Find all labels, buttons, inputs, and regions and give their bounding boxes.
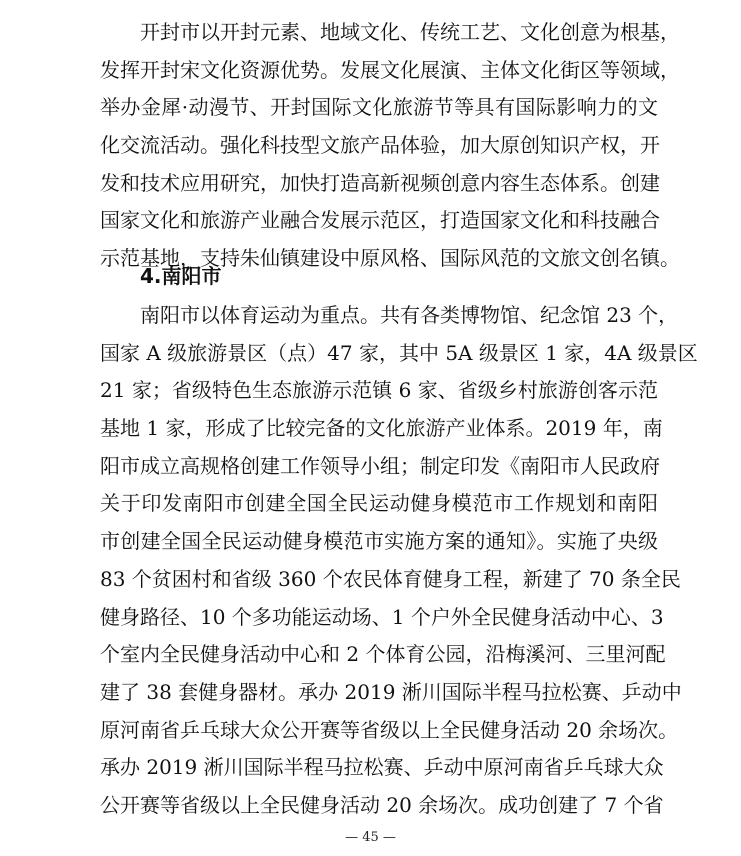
paragraph-line: 发挥开封宋文化资源优势。发展文化展演、主体文化街区等领域， — [100, 57, 680, 82]
paragraph-line: 举办金犀·动漫节、开封国际文化旅游节等具有国际影响力的文 — [100, 95, 658, 120]
paragraph-line: 市创建全国全民运动健身模范市实施方案的通知》。实施了央级 — [100, 529, 658, 554]
paragraph-line: 个室内全民健身活动中心和 2 个体育公园，沿梅溪河、三里河配 — [100, 642, 666, 667]
paragraph-line: 建了 38 套健身器材。承办 2019 淅川国际半程马拉松赛、乒动中 — [100, 679, 682, 704]
paragraph-line: 示范基地，支持朱仙镇建设中原风格、国际风范的文旅文创名镇。 — [100, 246, 680, 271]
paragraph-line: 健身路径、10 个多功能运动场、1 个户外全民健身活动中心、3 — [100, 604, 664, 629]
paragraph-line: 发和技术应用研究，加快打造高新视频创意内容生态体系。创建 — [100, 170, 660, 195]
paragraph-line: 83 个贫困村和省级 360 个农民体育健身工程，新建了 70 条全民 — [100, 566, 681, 591]
paragraph-line: 原河南省乒乓球大众公开赛等省级以上全民健身活动 20 余场次。 — [100, 717, 679, 742]
paragraph-kaifeng — [100, 14, 680, 278]
paragraph-line: 化交流活动。强化科技型文旅产品体验，加大原创知识产权，开 — [100, 133, 660, 158]
paragraph-line: 国家 A 级旅游景区（点）47 家，其中 5A 级景区 1 家，4A 级景区 — [100, 340, 698, 365]
paragraph-line: 国家文化和旅游产业融合发展示范区，打造国家文化和科技融合 — [100, 208, 660, 233]
paragraph-line: 公开赛等省级以上全民健身活动 20 余场次。成功创建了 7 个省 — [100, 792, 664, 817]
page-number: — 45 — — [345, 830, 396, 845]
paragraph-line: 基地 1 家，形成了比较完备的文化旅游产业体系。2019 年，南 — [100, 416, 663, 441]
paragraph-line: 阳市成立高规格创建工作领导小组；制定印发《南阳市人民政府 — [100, 453, 660, 478]
paragraph-line: 关于印发南阳市创建全国全民运动健身模范市工作规划和南阳 — [100, 491, 658, 516]
paragraph-line: 21 家；省级特色生态旅游示范镇 6 家、省级乡村旅游创客示范 — [100, 378, 658, 403]
paragraph-nanyang — [100, 297, 698, 825]
paragraph-line: 南阳市以体育运动为重点。共有各类博物馆、纪念馆 23 个， — [140, 303, 679, 327]
section-heading-nanyang: 4.南阳市 — [140, 264, 222, 288]
paragraph-line: 承办 2019 淅川国际半程马拉松赛、乒动中原河南省乒乓球大众 — [100, 755, 664, 780]
paragraph-line: 开封市以开封元素、地域文化、传统工艺、文化创意为根基， — [140, 20, 680, 44]
